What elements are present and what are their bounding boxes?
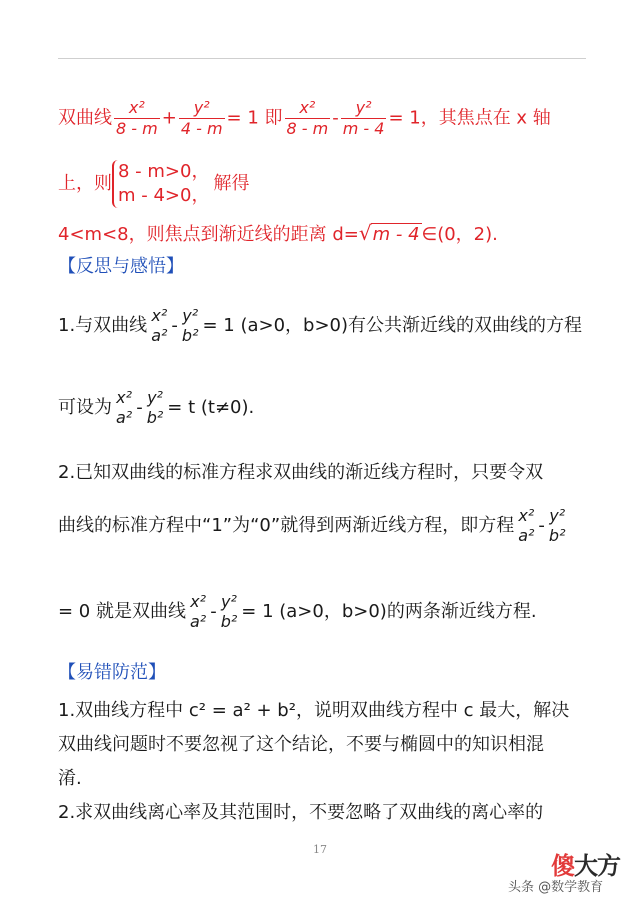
text: = 1 (a>0，b>0)的两条渐近线方程.: [241, 601, 537, 622]
text: = 1 (a>0，b>0)有公共渐近线的双曲线的方程: [202, 315, 583, 336]
text: 4<m<8，则焦点到渐近线的距离 d=: [58, 224, 359, 245]
text: 1.与双曲线: [58, 315, 148, 336]
text: = t (t≠0).: [167, 397, 255, 418]
item-2-line-2: [58, 506, 570, 546]
text: 双曲线: [58, 107, 112, 129]
item-3-line-1: 1.双曲线方程中 c² = a² + b²，说明双曲线方程中 c 最大，解决: [58, 700, 570, 721]
fraction: y² b²: [548, 506, 566, 545]
item-2-line-1: 2.已知双曲线的标准方程求双曲线的渐近线方程时，只要令双: [58, 462, 544, 483]
fraction: $\frac{\text{y²}}{4 - m}$: [180, 98, 223, 138]
fraction: $\frac{\text{x²}}{8 - m}$: [116, 98, 158, 138]
item-3-line-3: 淆.: [58, 768, 82, 789]
watermark-logo: 傻大方: [551, 852, 620, 880]
fraction: x² a²: [151, 306, 168, 345]
operator: -: [210, 601, 217, 622]
fraction: x² a²: [189, 592, 207, 631]
section-title-reflection: 【反思与感悟】: [58, 256, 184, 277]
item-1-line-2: [58, 388, 254, 428]
text: ∈(0，2).: [421, 224, 498, 245]
item-3-line-2: 双曲线问题时不要忽视了这个结论，不要与椭圆中的知识相混: [58, 734, 544, 755]
solution-line-3: 4<m<8，则焦点到渐近线的距离 d=√m - 4 ∈(0，2).: [58, 221, 498, 245]
item-1-line-1: [58, 306, 582, 346]
condition-system: 8 - m>0， m - 4>0，: [112, 160, 209, 208]
fraction: y² b²: [146, 388, 164, 427]
text: 上，则: [58, 173, 112, 194]
text: = 1，其焦点在 x 轴: [388, 107, 551, 129]
text: 解得: [213, 173, 250, 194]
text: = 1 即: [226, 107, 283, 129]
text: 可设为: [58, 397, 112, 418]
fraction: $\frac{\text{y²}}{m - 4}$: [342, 98, 385, 138]
text: 曲线的标准方程中“1”为“0”就得到两渐近线方程，即方程: [58, 515, 515, 536]
fraction: x² a²: [116, 388, 133, 427]
solution-line-2: [58, 160, 249, 208]
fraction: $\frac{\text{x²}}{8 - m}$: [286, 98, 329, 138]
fraction: y² b²: [220, 592, 238, 631]
section-title-pitfalls: 【易错防范】: [58, 662, 166, 683]
operator: -: [171, 315, 178, 336]
item-2-line-3: [58, 592, 537, 632]
operator: -: [136, 397, 143, 418]
text: = 0 就是双曲线: [58, 601, 186, 622]
operator: +: [161, 107, 177, 129]
watermark-account: 头条 @数学教育: [508, 880, 604, 895]
solution-line-1: [58, 98, 551, 139]
operator: -: [538, 515, 545, 536]
fraction: x² a²: [518, 506, 535, 545]
item-4-line-1: 2.求双曲线离心率及其范围时，不要忽略了双曲线的离心率的: [58, 802, 544, 823]
fraction: y² b²: [181, 306, 199, 345]
sqrt-expression: m - 4: [372, 224, 420, 245]
operator: -: [332, 107, 339, 129]
page-number: 17: [313, 843, 327, 856]
header-rule: [58, 58, 586, 59]
